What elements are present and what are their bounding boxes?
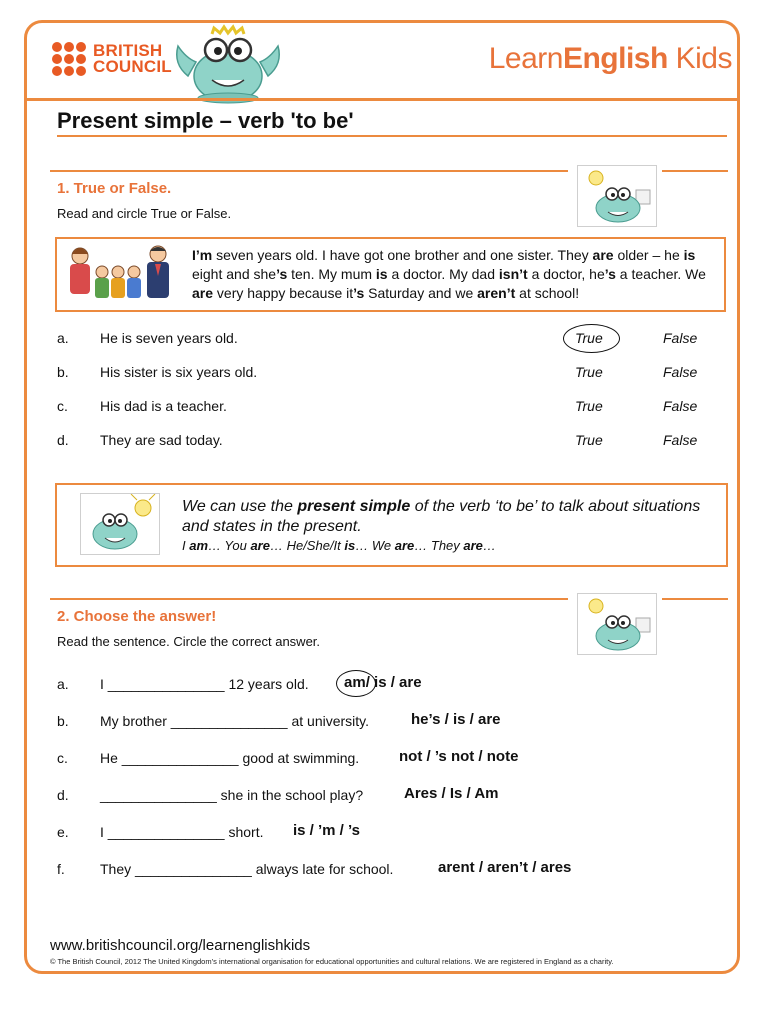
family-picture-icon	[62, 242, 180, 304]
title-divider	[57, 135, 727, 137]
false-option[interactable]: False	[663, 364, 698, 380]
item-letter: a.	[57, 330, 69, 346]
logo-learn: Learn	[488, 42, 563, 75]
item-sentence: _______________ she in the school play?	[100, 787, 364, 803]
mascot-idea-icon	[577, 165, 657, 227]
answer-options[interactable]: arent / aren’t / ares	[438, 859, 572, 876]
false-option[interactable]: False	[663, 398, 698, 414]
section1-rule-right	[662, 170, 728, 172]
section2-instruction: Read the sentence. Circle the correct answer.	[57, 634, 321, 649]
item-letter: d.	[57, 787, 69, 803]
answer-options[interactable]: not / ’s not / note	[399, 748, 519, 765]
true-option[interactable]: True	[575, 432, 603, 448]
footer-copyright: © The British Council, 2012 The United Kingdom’s international organisation for educational opportunities and cultural relations. We are registered in England as a charity.	[50, 957, 614, 966]
reading-passage: I’m seven years old. I have got one brother and one sister. They are older – he is eight and she’s ten. My mum is a doctor. My dad isn’t a doctor, he’s a teacher. We are very happy because it’s Saturday and we aren’t at school!	[192, 247, 706, 301]
item-text: His sister is six years old.	[100, 364, 258, 380]
item-text: His dad is a teacher.	[100, 398, 227, 414]
item-letter: c.	[57, 750, 68, 766]
item-letter: e.	[57, 824, 69, 840]
grammar-explanation: We can use the present simple of the verb ‘to be’ to talk about situations and states in the present.	[182, 498, 701, 535]
item-sentence: I _______________ 12 years old.	[100, 676, 309, 692]
answer-options[interactable]: he’s / is / are	[411, 711, 501, 728]
british-council-logo	[52, 42, 172, 76]
section1-title: 1. True or False.	[57, 180, 172, 197]
item-letter: b.	[57, 713, 69, 729]
mascot-idea-icon	[577, 593, 657, 655]
item-text: They are sad today.	[100, 432, 223, 448]
header-divider	[27, 98, 738, 101]
item-letter: f.	[57, 861, 65, 877]
item-letter: a.	[57, 676, 69, 692]
item-text: He is seven years old.	[100, 330, 238, 346]
item-sentence: They _______________ always late for school.	[100, 861, 394, 877]
answer-options[interactable]: is / ’m / ’s	[293, 822, 360, 839]
section1-instruction: Read and circle True or False.	[57, 206, 232, 221]
british-council-line2: COUNCIL	[93, 57, 172, 76]
section2-rule-right	[662, 598, 728, 600]
british-council-line1: BRITISH	[93, 41, 163, 60]
section2-rule-left	[50, 598, 568, 600]
learnenglish-kids-logo	[489, 42, 732, 76]
item-letter: b.	[57, 364, 69, 380]
logo-english: English	[562, 42, 668, 75]
true-option[interactable]: True	[575, 330, 603, 346]
mascot-lightbulb-icon	[80, 493, 160, 555]
true-option[interactable]: True	[575, 364, 603, 380]
footer-url[interactable]: www.britishcouncil.org/learnenglishkids	[50, 937, 311, 954]
section1-rule-left	[50, 170, 568, 172]
british-council-dots-icon	[52, 42, 86, 76]
false-option[interactable]: False	[663, 330, 698, 346]
answer-options[interactable]: Ares / Is / Am	[404, 785, 499, 802]
mascot-icon	[168, 24, 288, 104]
logo-kids: Kids	[667, 42, 732, 75]
item-sentence: He _______________ good at swimming.	[100, 750, 360, 766]
true-option[interactable]: True	[575, 398, 603, 414]
item-letter: d.	[57, 432, 69, 448]
item-letter: c.	[57, 398, 68, 414]
answer-options[interactable]: am/ is / are	[344, 674, 422, 691]
false-option[interactable]: False	[663, 432, 698, 448]
grammar-examples: I am… You are… He/She/It is… We are… They are…	[182, 538, 496, 553]
section2-title: 2. Choose the answer!	[57, 608, 217, 625]
page-title: Present simple – verb 'to be'	[57, 108, 354, 133]
item-sentence: I _______________ short.	[100, 824, 264, 840]
item-sentence: My brother _______________ at university.	[100, 713, 370, 729]
